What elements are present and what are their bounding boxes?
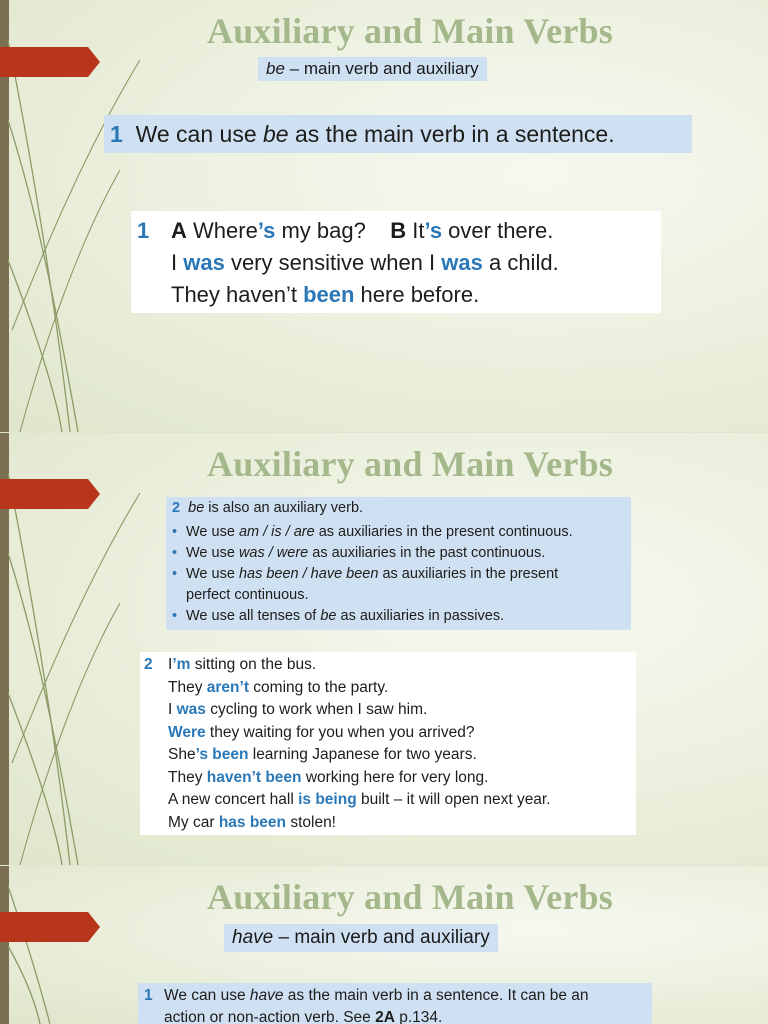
- slide-1: [0, 0, 768, 432]
- highlighted-verb: haven’t been: [206, 768, 302, 786]
- text-segment: working here for very long.: [301, 768, 489, 786]
- text-segment: perfect continuous.: [186, 587, 309, 603]
- subhead-rest: – main verb and auxiliary: [273, 927, 490, 948]
- text-segment: We use: [186, 566, 239, 582]
- examples-number: 1: [137, 218, 150, 243]
- text-segment: built – it will open next year.: [356, 791, 551, 808]
- slide-2: [0, 433, 768, 865]
- rule-text-pre: We can use: [135, 121, 263, 147]
- section-subhead: [224, 924, 498, 952]
- highlighted-verb: has been: [218, 813, 287, 831]
- example-sentence: [171, 279, 559, 311]
- rule-intro: [172, 500, 363, 516]
- rule-box: [138, 983, 652, 1024]
- examples-box: [140, 652, 636, 835]
- text-segment: as auxiliaries in the present continuous.: [314, 524, 573, 540]
- example-sentence: [168, 744, 551, 767]
- text-segment: They: [168, 768, 207, 786]
- slide-title: Auxiliary and Main Verbs: [207, 877, 613, 917]
- example-sentence: [171, 247, 559, 279]
- text-segment: be: [320, 608, 337, 624]
- text-segment: over there.: [442, 218, 554, 243]
- example-lines: [168, 654, 551, 834]
- text-segment: my bag?: [275, 218, 391, 243]
- bullet-dot: •: [172, 545, 178, 561]
- section-subhead: [258, 57, 487, 81]
- text-segment: Where: [186, 218, 258, 243]
- rule-bullet: [172, 543, 573, 564]
- example-sentence: [168, 789, 551, 812]
- rule-bullet: [172, 522, 573, 543]
- text-segment: learning Japanese for two years.: [248, 746, 477, 763]
- text-segment: We use: [186, 545, 239, 561]
- text-segment: as auxiliaries in the past continuous.: [308, 545, 546, 561]
- text-segment: They haven’t: [171, 282, 304, 307]
- text-segment: sitting on the bus.: [190, 656, 317, 673]
- highlighted-verb: ’s: [424, 218, 443, 243]
- subhead-rest: – main verb and auxiliary: [284, 59, 479, 78]
- rule-bullets: [172, 522, 573, 627]
- text-segment: She: [168, 746, 196, 763]
- slide-title: Auxiliary and Main Verbs: [207, 11, 613, 51]
- example-sentence: [168, 654, 551, 677]
- bullet-dot: •: [172, 524, 178, 540]
- text-segment: a child.: [482, 250, 559, 275]
- text-segment: We use all tenses of: [186, 608, 321, 624]
- example-sentence: [168, 722, 551, 745]
- rule-line-2: [164, 1007, 442, 1024]
- text-segment: p.134.: [394, 1009, 443, 1024]
- example-sentence: [168, 699, 551, 722]
- text-segment: B: [390, 218, 407, 243]
- bullet-dot: •: [172, 608, 178, 624]
- rule-intro-rest: is also an auxiliary verb.: [204, 500, 364, 516]
- rule-number: 1: [144, 987, 153, 1004]
- example-sentence: [171, 215, 559, 247]
- text-segment: My car: [168, 813, 219, 831]
- bullet-dot: •: [172, 566, 178, 582]
- example-lines: [171, 215, 559, 311]
- text-segment: They: [168, 678, 207, 696]
- rule-text-italic: be: [263, 121, 289, 147]
- text-segment: as the main verb in a sentence. It can be an: [283, 987, 589, 1004]
- rule-number: 2: [172, 500, 181, 516]
- text-segment: A new concert hall: [168, 791, 299, 808]
- highlighted-verb: aren’t: [206, 678, 249, 696]
- highlighted-verb: is being: [298, 791, 357, 808]
- text-segment: stolen!: [286, 813, 336, 831]
- highlighted-verb: ’m: [172, 656, 191, 673]
- highlighted-verb: was: [176, 701, 206, 718]
- rule-text-post: as the main verb in a sentence.: [288, 121, 615, 147]
- highlighted-verb: ’s been: [195, 746, 249, 763]
- text-segment: I: [171, 250, 184, 275]
- slide-title: Auxiliary and Main Verbs: [207, 444, 613, 484]
- text-segment: was / were: [238, 545, 309, 561]
- rule-bullet: [172, 606, 573, 627]
- slide-3: [0, 866, 768, 1024]
- example-sentence: [168, 677, 551, 700]
- text-segment: I: [168, 656, 173, 673]
- text-segment: they waiting for you when you arrived?: [205, 723, 475, 741]
- rule-line-1: [164, 985, 589, 1007]
- text-segment: I: [168, 701, 177, 718]
- highlighted-verb: been: [303, 282, 355, 307]
- rules-box: [166, 497, 631, 630]
- subhead-italic: be: [266, 59, 285, 78]
- text-segment: here before.: [354, 282, 480, 307]
- text-segment: A: [171, 218, 187, 243]
- highlighted-verb: Were: [168, 723, 206, 741]
- text-segment: am / is / are: [238, 524, 315, 540]
- text-segment: has been / have been: [238, 566, 379, 582]
- examples-box: [131, 211, 661, 313]
- examples-number: 2: [144, 656, 153, 673]
- example-sentence: [168, 812, 551, 835]
- text-segment: as auxiliaries in passives.: [336, 608, 505, 624]
- text-segment: cycling to work when I saw him.: [205, 701, 428, 718]
- rule-bullet: [172, 585, 573, 606]
- text-segment: as auxiliaries in the present: [378, 566, 559, 582]
- text-segment: We use: [186, 524, 239, 540]
- highlighted-verb: was: [441, 250, 483, 275]
- subhead-italic: have: [232, 927, 274, 948]
- text-segment: action or non-action verb. See: [164, 1009, 376, 1024]
- text-segment: very sensitive when I: [224, 250, 442, 275]
- example-sentence: [168, 767, 551, 790]
- text-segment: 2A: [375, 1009, 395, 1024]
- rule-bullet: [172, 564, 573, 585]
- text-segment: have: [249, 987, 284, 1004]
- highlighted-verb: was: [183, 250, 225, 275]
- text-segment: coming to the party.: [248, 678, 389, 696]
- text-segment: It: [406, 218, 425, 243]
- highlighted-verb: ’s: [257, 218, 276, 243]
- rule-intro-italic: be: [188, 500, 205, 516]
- rule-box: [104, 115, 692, 153]
- text-segment: We can use: [164, 987, 250, 1004]
- rule-number: 1: [110, 121, 123, 147]
